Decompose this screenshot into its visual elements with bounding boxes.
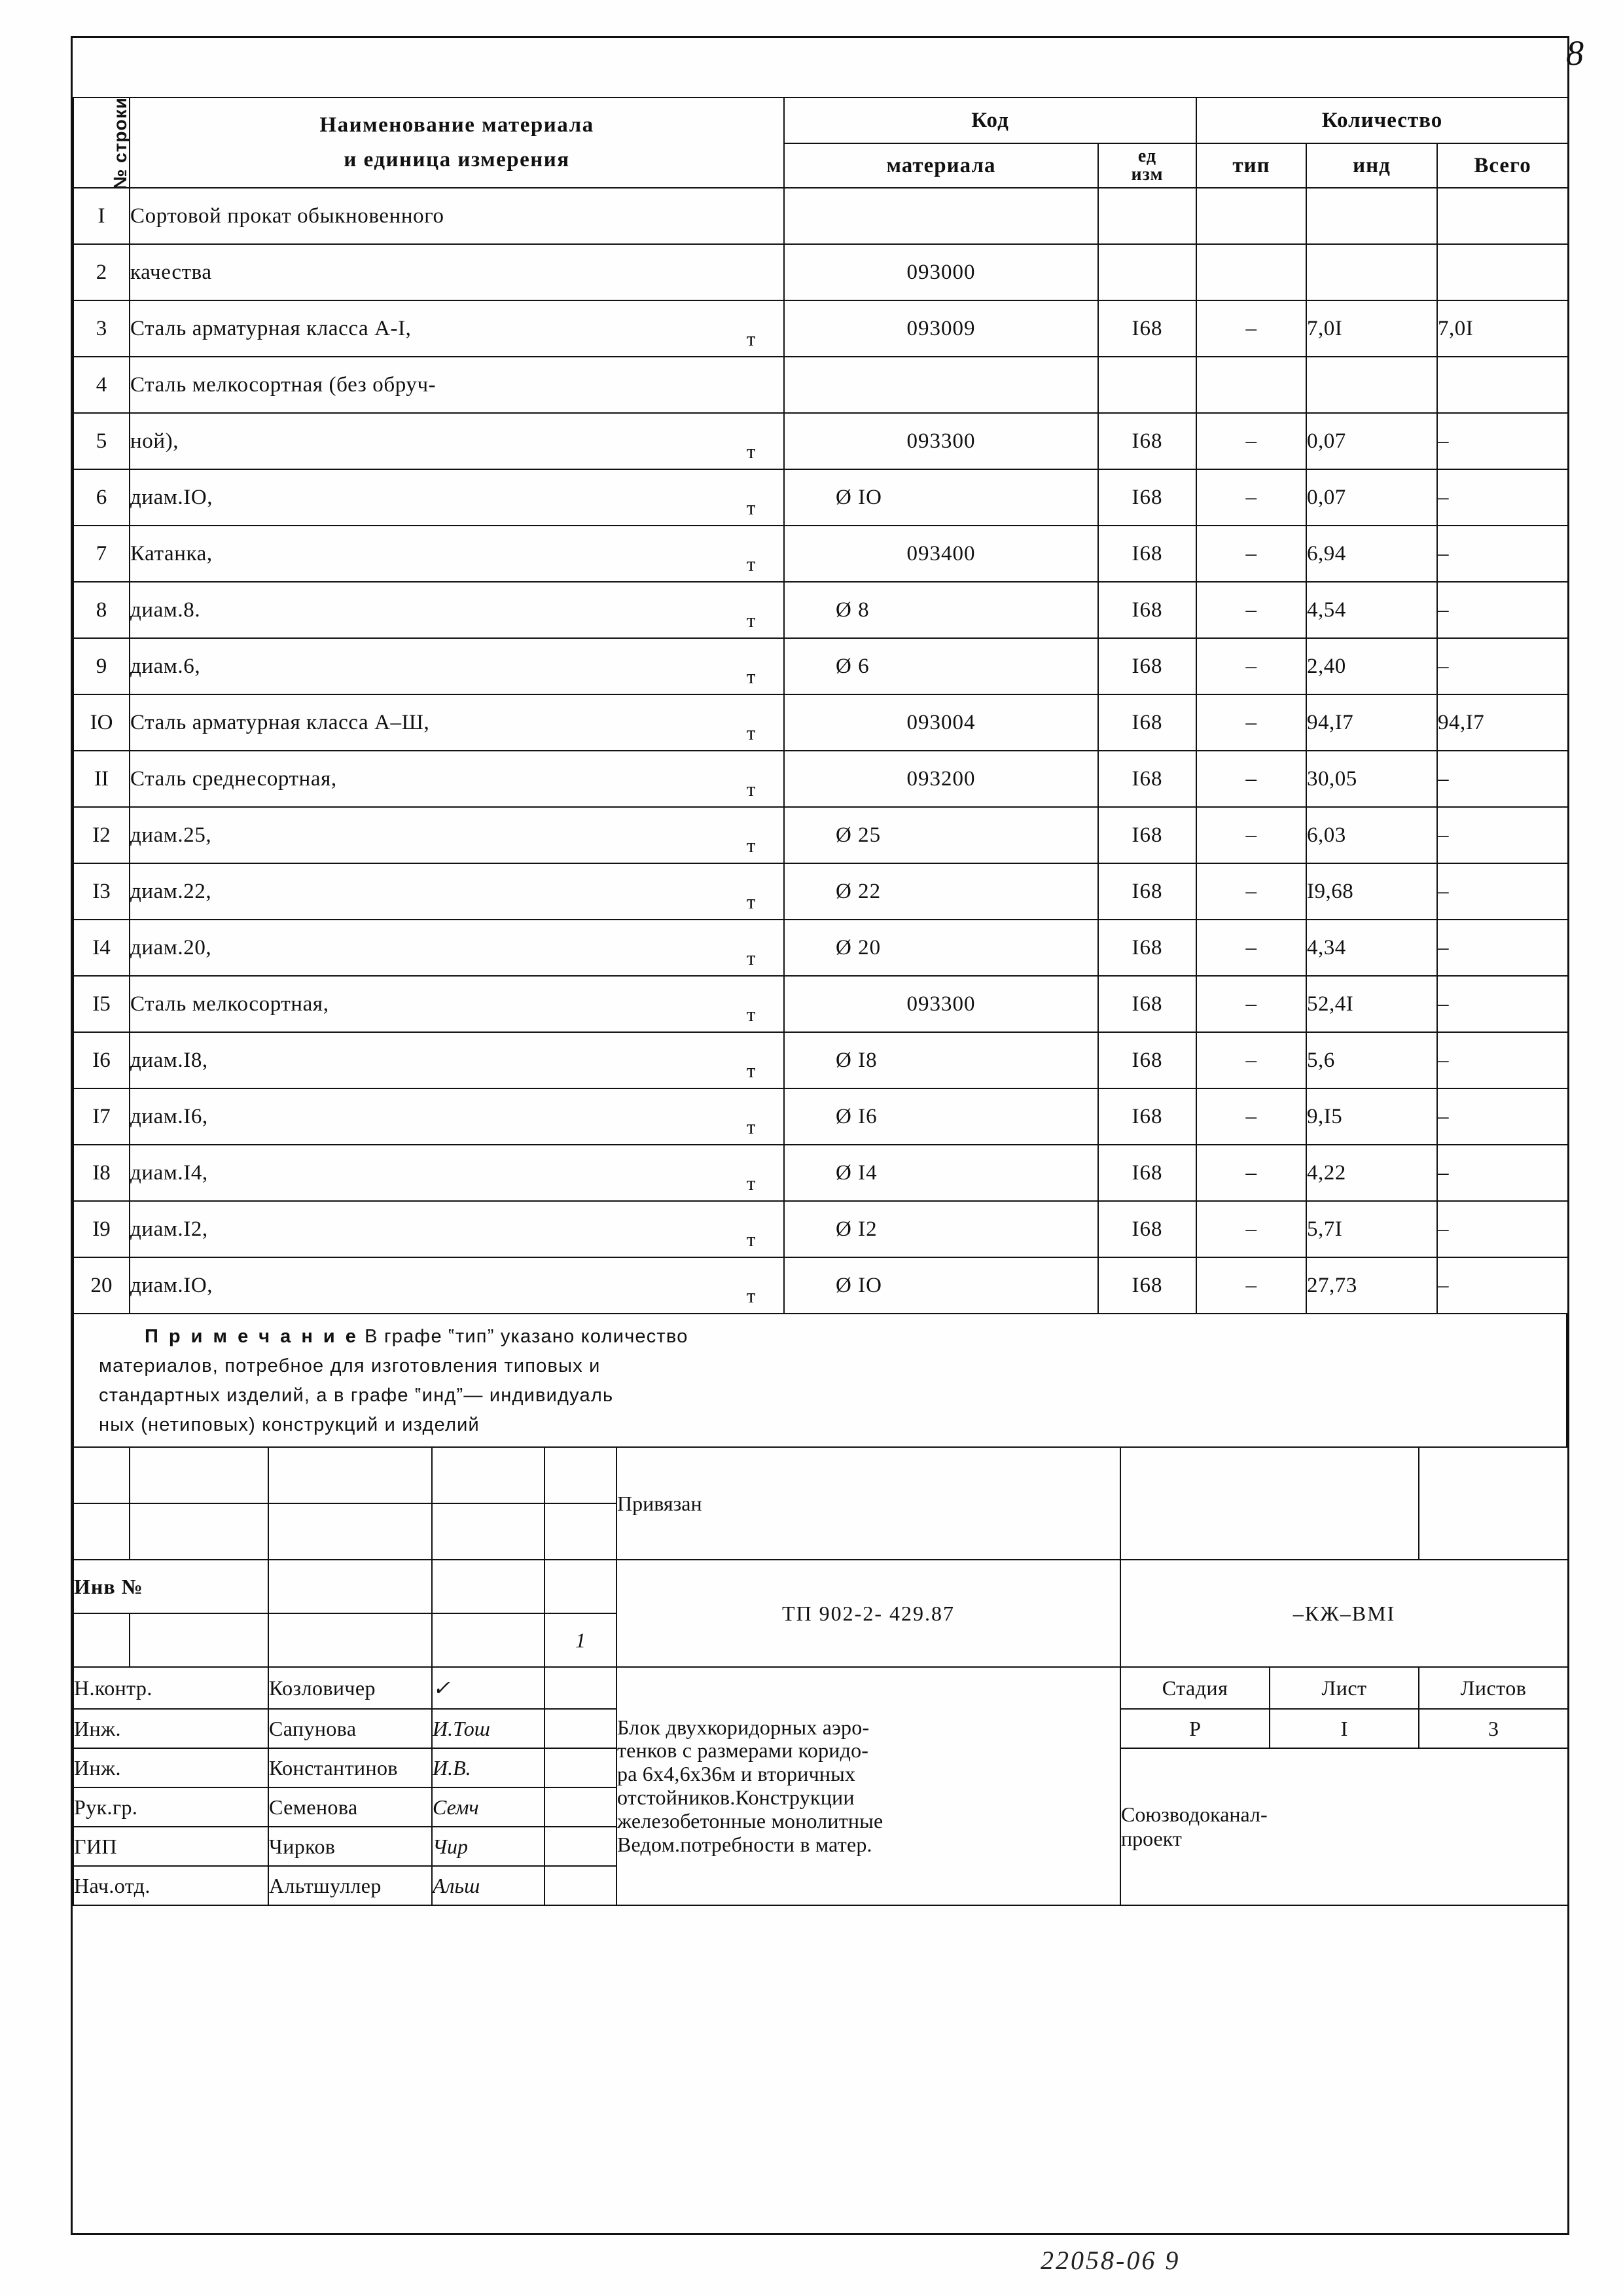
header-material-name-line1: Наименование материала [319,113,594,137]
row-qty-ind-10: 30,05 [1306,751,1437,807]
row-qty-total-4: – [1437,413,1568,469]
table-row [73,188,1568,244]
row-material-name: диам.I8, [130,1048,208,1072]
note-line-4: ных (нетиповых) конструкций и изделий [99,1414,480,1435]
row-qty-type-1 [1196,244,1306,300]
signer-role-5 [73,1866,268,1905]
table-row [73,1032,1568,1088]
signer-role-0-text: Н.контр. [74,1676,152,1700]
row-code-material-7: Ø 8 [784,582,1098,638]
stage-value: Р [1120,1709,1270,1748]
stamp-cell-c5 [544,1560,616,1613]
stamp-cell-a2 [130,1447,268,1503]
row-material-name: диам.8. [130,598,201,622]
row-code-material-4: 093300 [784,413,1098,469]
row-number-9: IO [73,694,130,751]
signer-name-0: Козловичер [268,1667,432,1709]
table-row [73,582,1568,638]
row-material-name: диам.I2, [130,1217,208,1241]
sheet-value: I [1270,1709,1419,1748]
row-qty-ind-7: 4,54 [1306,582,1437,638]
row-name-cell-5 [130,469,784,526]
row-code-material-19: Ø IO [784,1257,1098,1314]
row-number-6: 7 [73,526,130,582]
table-row [73,244,1568,300]
row-unit: т [746,890,756,913]
row-code-unit-5: I68 [1098,469,1196,526]
row-name-cell-2 [130,300,784,357]
signer-signature-4: Чир [432,1827,544,1866]
object-title-line-0: Блок двухкоридорных аэро- [617,1715,870,1739]
row-qty-total-13: – [1437,920,1568,976]
row-code-material-3 [784,357,1098,413]
row-code-unit-12: I68 [1098,863,1196,920]
revision-mark: 1 [544,1613,616,1667]
row-qty-total-10: – [1437,751,1568,807]
object-title [616,1667,1120,1905]
row-material-name: диам.20, [130,935,212,960]
signer-role-1 [73,1709,268,1748]
row-name-cell-16 [130,1088,784,1145]
organization-name [1120,1748,1568,1905]
table-row [73,751,1568,807]
row-qty-type-7: – [1196,582,1306,638]
object-title-line-1: тенков с размерами коридо- [617,1738,869,1763]
row-qty-ind-6: 6,94 [1306,526,1437,582]
row-name-cell-11 [130,807,784,863]
object-title-line-3: отстойников.Конструкции [617,1785,855,1809]
header-qty-total: Всего [1437,143,1568,188]
stamp-cell-d2 [130,1613,268,1667]
signer-role-0 [73,1667,268,1709]
row-code-material-14: 093300 [784,976,1098,1032]
row-code-unit-6: I68 [1098,526,1196,582]
table-row [73,976,1568,1032]
row-name-cell-13 [130,920,784,976]
row-name-cell-8 [130,638,784,694]
note-line-1-text: В графе ‟тип” указано количество [358,1326,688,1347]
row-name-cell-19 [130,1257,784,1314]
stamp-cell-j5 [544,1866,616,1905]
row-code-unit-3 [1098,357,1196,413]
row-name-cell-10 [130,751,784,807]
row-qty-ind-17: 4,22 [1306,1145,1437,1201]
row-number-2: 3 [73,300,130,357]
stage-header: Стадия [1120,1667,1270,1709]
table-row [73,1145,1568,1201]
row-material-name: диам.22, [130,879,212,903]
stamp-cell-d3 [268,1613,432,1667]
privyazan-field: Привязан [616,1447,1120,1560]
header-code-unit-line2: изм [1131,164,1164,185]
header-qty-type: тип [1196,143,1306,188]
row-qty-type-4: – [1196,413,1306,469]
row-name-cell-15 [130,1032,784,1088]
row-unit: т [746,1003,756,1026]
stamp-cell-b4 [432,1503,544,1560]
row-code-unit-13: I68 [1098,920,1196,976]
note-block [73,1313,1567,1448]
header-row-number [73,98,130,188]
row-code-unit-15: I68 [1098,1032,1196,1088]
row-unit: т [746,665,756,688]
row-qty-type-13: – [1196,920,1306,976]
row-name-cell-4 [130,413,784,469]
row-code-material-6: 093400 [784,526,1098,582]
row-material-name: Сталь мелкосортная, [130,992,329,1016]
signer-role-1-text: Инж. [74,1716,121,1740]
row-number-19: 20 [73,1257,130,1314]
signer-signature-3: Семч [432,1787,544,1827]
row-qty-ind-16: 9,I5 [1306,1088,1437,1145]
row-name-cell-18 [130,1201,784,1257]
row-name-cell-1 [130,244,784,300]
row-qty-ind-5: 0,07 [1306,469,1437,526]
row-unit: т [746,1284,756,1307]
row-qty-total-2: 7,0I [1437,300,1568,357]
row-code-material-0 [784,188,1098,244]
row-number-7: 8 [73,582,130,638]
header-row-number-label: № строки [109,96,130,190]
row-material-name: диам.IO, [130,1273,213,1297]
object-title-line-5: Ведом.потребности в матер. [617,1832,872,1856]
row-number-16: I7 [73,1088,130,1145]
row-material-name: Сортовой прокат обыкновенного [130,204,444,228]
row-unit: т [746,496,756,519]
table-row [73,1201,1568,1257]
signer-role-3 [73,1787,268,1827]
row-code-unit-4: I68 [1098,413,1196,469]
row-qty-ind-1 [1306,244,1437,300]
row-code-unit-8: I68 [1098,638,1196,694]
note-line-2: материалов, потребное для изготовления типовых и [99,1355,601,1376]
row-qty-type-10: – [1196,751,1306,807]
row-qty-type-11: – [1196,807,1306,863]
stamp-cell-e5 [544,1667,616,1709]
row-code-unit-19: I68 [1098,1257,1196,1314]
row-name-cell-17 [130,1145,784,1201]
row-qty-total-17: – [1437,1145,1568,1201]
signer-role-2 [73,1748,268,1787]
stamp-cell-d4 [432,1613,544,1667]
row-qty-total-11: – [1437,807,1568,863]
row-number-18: I9 [73,1201,130,1257]
row-qty-type-12: – [1196,863,1306,920]
archive-code: 22058-06 9 [1041,2246,1181,2275]
signer-name-5: Альтшуллер [268,1866,432,1905]
row-unit: т [746,1059,756,1082]
row-qty-ind-12: I9,68 [1306,863,1437,920]
row-qty-type-14: – [1196,976,1306,1032]
row-number-8: 9 [73,638,130,694]
table-row [73,807,1568,863]
mark-code: –КЖ–ВМI [1120,1560,1568,1667]
row-qty-total-9: 94,I7 [1437,694,1568,751]
row-qty-ind-19: 27,73 [1306,1257,1437,1314]
table-row [73,469,1568,526]
signer-role-4 [73,1827,268,1866]
row-qty-type-8: – [1196,638,1306,694]
signer-role-5-text: Нач.отд. [74,1873,151,1897]
note-label: П р и м е ч а н и е [145,1326,359,1347]
table-row [73,694,1568,751]
row-material-name: ной), [130,429,179,453]
row-code-material-10: 093200 [784,751,1098,807]
row-name-cell-7 [130,582,784,638]
header-material-name [130,98,784,188]
row-qty-total-12: – [1437,863,1568,920]
row-unit: т [746,1115,756,1138]
table-row [73,357,1568,413]
row-code-material-13: Ø 20 [784,920,1098,976]
header-code: Код [784,98,1196,143]
row-code-material-12: Ø 22 [784,863,1098,920]
stamp-cell-a7 [1120,1447,1419,1560]
row-material-name: Катанка, [130,541,213,565]
row-qty-ind-14: 52,4I [1306,976,1437,1032]
row-code-material-9: 093004 [784,694,1098,751]
stamp-cell-b2 [130,1503,268,1560]
row-material-name: Сталь арматурная класса А–Ш, [130,710,430,734]
row-code-material-8: Ø 6 [784,638,1098,694]
table-row [73,920,1568,976]
header-code-unit [1098,143,1196,188]
table-row [73,1257,1568,1314]
row-unit: т [746,946,756,969]
row-qty-total-15: – [1437,1032,1568,1088]
row-code-material-17: Ø I4 [784,1145,1098,1201]
row-unit: т [746,1172,756,1194]
stamp-cell-a4 [432,1447,544,1503]
table-row [73,526,1568,582]
sheets-total-header: Листов [1419,1667,1568,1709]
stamp-cell-c3 [268,1560,432,1613]
table-row [73,638,1568,694]
row-code-unit-7: I68 [1098,582,1196,638]
row-code-material-11: Ø 25 [784,807,1098,863]
row-code-material-2: 093009 [784,300,1098,357]
row-name-cell-9 [130,694,784,751]
row-qty-total-5: – [1437,469,1568,526]
row-code-unit-2: I68 [1098,300,1196,357]
row-unit: т [746,552,756,575]
row-qty-ind-9: 94,I7 [1306,694,1437,751]
row-qty-type-3 [1196,357,1306,413]
row-qty-ind-11: 6,03 [1306,807,1437,863]
row-material-name: диам.6, [130,654,201,678]
stamp-cell-g5 [544,1748,616,1787]
row-qty-type-19: – [1196,1257,1306,1314]
row-code-unit-11: I68 [1098,807,1196,863]
object-title-line-4: железобетонные монолитные [617,1808,883,1833]
row-number-13: I4 [73,920,130,976]
organization-line-1: проект [1121,1827,1182,1850]
table-row [73,413,1568,469]
signer-name-1: Сапунова [268,1709,432,1748]
signer-role-3-text: Рук.гр. [74,1795,138,1819]
sheet-header: Лист [1270,1667,1419,1709]
row-name-cell-6 [130,526,784,582]
sheets-total-value: 3 [1419,1709,1568,1748]
row-material-name: Сталь мелкосортная (без обруч- [130,372,437,397]
row-code-material-15: Ø I8 [784,1032,1098,1088]
row-qty-ind-4: 0,07 [1306,413,1437,469]
row-qty-total-6: – [1437,526,1568,582]
header-material-name-line2: и единица измерения [344,148,570,171]
row-qty-type-0 [1196,188,1306,244]
project-code: ТП 902-2- 429.87 [616,1560,1120,1667]
signer-role-4-text: ГИП [74,1834,117,1858]
table-row [73,1088,1568,1145]
row-qty-type-5: – [1196,469,1306,526]
materials-table [73,97,1569,1314]
header-qty-ind: инд [1306,143,1437,188]
row-code-unit-16: I68 [1098,1088,1196,1145]
row-qty-type-2: – [1196,300,1306,357]
organization-line-0: Союзводоканал- [1121,1803,1268,1827]
row-number-1: 2 [73,244,130,300]
row-number-0: I [73,188,130,244]
row-code-material-1: 093000 [784,244,1098,300]
header-code-unit-line1: ед [1137,146,1157,166]
row-qty-type-16: – [1196,1088,1306,1145]
stamp-cell-a5 [544,1447,616,1503]
signer-signature-1: И.Тош [432,1709,544,1748]
stamp-cell-c4 [432,1560,544,1613]
stamp-cell-a1 [73,1447,130,1503]
row-qty-type-18: – [1196,1201,1306,1257]
row-qty-total-8: – [1437,638,1568,694]
row-qty-type-9: – [1196,694,1306,751]
row-material-name: Сталь среднесортная, [130,766,337,791]
row-code-material-18: Ø I2 [784,1201,1098,1257]
row-qty-total-19: – [1437,1257,1568,1314]
materials-table-body [73,188,1568,1314]
note-line-1 [74,1322,1566,1352]
stamp-cell-d1 [73,1613,130,1667]
row-qty-total-0 [1437,188,1568,244]
stamp-cell-a3 [268,1447,432,1503]
row-unit: т [746,1228,756,1251]
signer-signature-5: Альш [432,1866,544,1905]
table-row [73,300,1568,357]
row-material-name: диам.I6, [130,1104,208,1128]
row-qty-total-16: – [1437,1088,1568,1145]
object-title-line-2: ра 6х4,6х36м и вторичных [617,1762,856,1786]
row-name-cell-12 [130,863,784,920]
row-code-unit-1 [1098,244,1196,300]
row-qty-total-7: – [1437,582,1568,638]
stamp-cell-b1 [73,1503,130,1560]
row-number-14: I5 [73,976,130,1032]
signer-name-4: Чирков [268,1827,432,1866]
row-qty-total-18: – [1437,1201,1568,1257]
row-unit: т [746,609,756,632]
row-material-name: диам.IO, [130,485,213,509]
row-material-name: Сталь арматурная класса А-I, [130,316,412,340]
signer-signature-0: ✓ [432,1667,544,1709]
row-qty-total-14: – [1437,976,1568,1032]
row-number-12: I3 [73,863,130,920]
row-code-unit-0 [1098,188,1196,244]
row-number-3: 4 [73,357,130,413]
row-unit: т [746,327,756,350]
row-name-cell-14 [130,976,784,1032]
row-unit: т [746,721,756,744]
sheet-number: 8 [1566,33,1584,73]
row-number-17: I8 [73,1145,130,1201]
signer-signature-2: И.В. [432,1748,544,1787]
row-qty-ind-3 [1306,357,1437,413]
row-qty-type-15: – [1196,1032,1306,1088]
row-code-unit-17: I68 [1098,1145,1196,1201]
row-code-unit-18: I68 [1098,1201,1196,1257]
row-qty-ind-13: 4,34 [1306,920,1437,976]
row-qty-total-3 [1437,357,1568,413]
row-qty-ind-8: 2,40 [1306,638,1437,694]
row-code-material-5: Ø IO [784,469,1098,526]
row-code-unit-14: I68 [1098,976,1196,1032]
stamp-cell-h5 [544,1787,616,1827]
row-qty-ind-0 [1306,188,1437,244]
stamp-cell-a9 [1419,1447,1568,1560]
table-row [73,863,1568,920]
title-block [73,1446,1567,1906]
row-qty-total-1 [1437,244,1568,300]
stamp-cell-b5 [544,1503,616,1560]
row-qty-type-17: – [1196,1145,1306,1201]
stamp-cell-i5 [544,1827,616,1866]
signer-name-2: Константинов [268,1748,432,1787]
row-number-15: I6 [73,1032,130,1088]
signer-name-3: Семенова [268,1787,432,1827]
row-material-name: диам.I4, [130,1160,208,1185]
row-unit: т [746,834,756,857]
row-name-cell-3 [130,357,784,413]
header-code-material: материала [784,143,1098,188]
row-name-cell-0 [130,188,784,244]
row-code-unit-9: I68 [1098,694,1196,751]
row-qty-ind-18: 5,7I [1306,1201,1437,1257]
row-material-name: качества [130,260,212,284]
stamp-cell-b3 [268,1503,432,1560]
row-material-name: диам.25, [130,823,212,847]
row-number-10: II [73,751,130,807]
row-qty-ind-2: 7,0I [1306,300,1437,357]
inventory-number-label: Инв № [73,1560,268,1613]
signer-role-2-text: Инж. [74,1755,121,1780]
row-unit: т [746,778,756,800]
row-unit: т [746,440,756,463]
note-line-3: стандартных изделий, а в графе ‟инд”— индивидуаль [99,1384,614,1406]
stamp-cell-f5 [544,1709,616,1748]
row-number-5: 6 [73,469,130,526]
row-qty-ind-15: 5,6 [1306,1032,1437,1088]
row-number-4: 5 [73,413,130,469]
header-quantity: Количество [1196,98,1568,143]
row-qty-type-6: – [1196,526,1306,582]
row-number-11: I2 [73,807,130,863]
row-code-material-16: Ø I6 [784,1088,1098,1145]
row-code-unit-10: I68 [1098,751,1196,807]
